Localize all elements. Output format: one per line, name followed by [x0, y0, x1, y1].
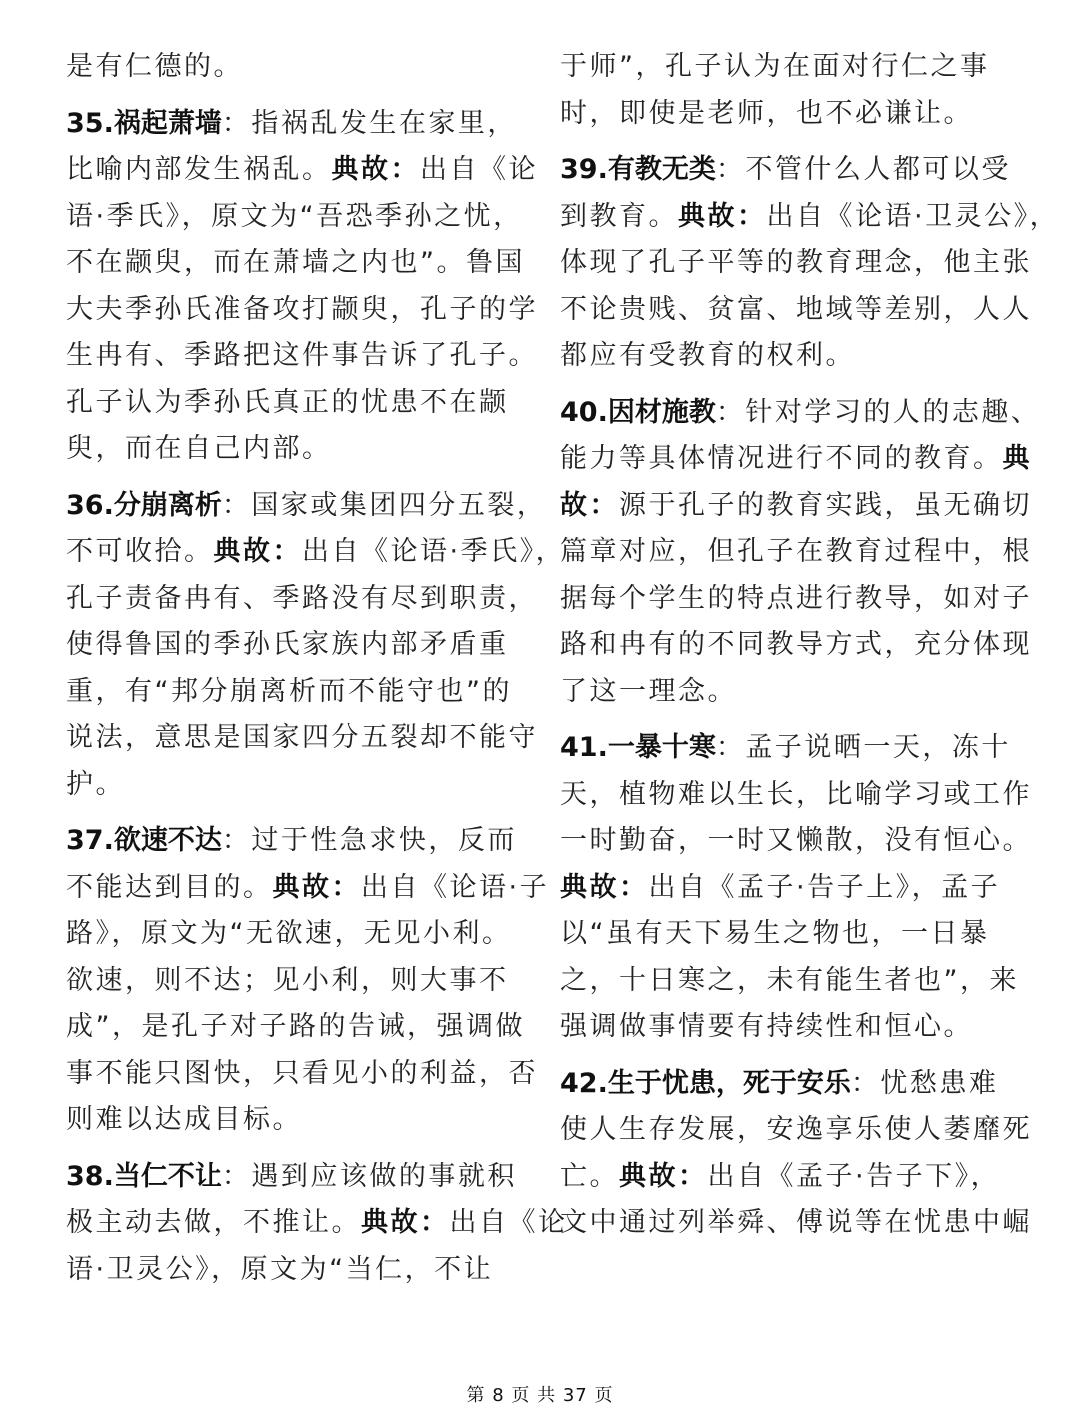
text-line: [66, 287, 538, 334]
text-line: [560, 958, 1020, 1005]
text-line: [560, 1200, 1032, 1247]
line-text: 体现了孔子平等的教育理念，他主张: [560, 247, 1032, 278]
line-text: ：孟子说晒一天，冻十: [715, 732, 1011, 763]
line-text: 护。: [66, 768, 125, 800]
line-text: ：忧愁患难: [850, 1067, 999, 1099]
idiom-term: 39.有教无类: [560, 154, 716, 185]
line-text: 大夫季孙氏准备攻打颛臾，孔子的学: [66, 293, 538, 325]
entry-gap: [66, 1144, 526, 1154]
text-line: [66, 380, 526, 427]
text-line: [66, 333, 538, 380]
text-line: [66, 147, 538, 194]
line-text: 以“虽有天下易生之物也，一日暴: [560, 918, 990, 949]
text-line: [66, 669, 526, 716]
line-text: 之，十日寒之，未有能生者也”，来: [560, 964, 1019, 996]
allusion-label: 典故：: [272, 871, 361, 903]
text-line: [66, 1004, 526, 1051]
text-line: [66, 911, 526, 958]
entry-gap: [560, 137, 1020, 147]
text-line: [560, 576, 1032, 623]
allusion-label: 典故：: [361, 1207, 450, 1238]
text-line: [560, 287, 1032, 334]
entry-heading-line: [66, 1154, 526, 1201]
text-line: [66, 1051, 538, 1098]
entry-heading-line: [560, 1061, 1020, 1108]
text-line: [560, 333, 1020, 380]
line-text: 不能达到目的。: [66, 871, 273, 903]
line-text: 孔子认为季孙氏真正的忧患不在颛: [66, 386, 509, 418]
line-text: 路》，原文为“无欲速，无见小利。: [66, 918, 512, 949]
line-text: 成”，是孔子对子路的告诫，强调做: [66, 1011, 525, 1042]
idiom-term: 42.生于忧患，死于安乐: [560, 1067, 851, 1099]
idiom-term: 38.当仁不让: [66, 1160, 222, 1192]
allusion-label: 典故：: [619, 1160, 708, 1192]
left-column: [66, 44, 568, 1293]
line-text: 生冉有、季路把这件事告诉了孔子。: [66, 340, 538, 371]
allusion-label: 故：: [560, 489, 619, 521]
line-text: 能力等具体情况进行不同的教育。: [560, 443, 1003, 474]
text-line: [66, 529, 566, 576]
line-text: 路和冉有的不同教导方式，充分体现: [560, 629, 1032, 660]
idiom-term: 35.祸起萧墙: [66, 107, 222, 139]
line-text: 强调做事情要有持续性和恒心。: [560, 1011, 973, 1042]
line-text: 重，有“邦分崩离析而不能守也”的: [66, 675, 512, 707]
line-text: ：不管什么人都可以受: [715, 154, 1011, 185]
line-text: 使得鲁国的季孙氏家族内部矛盾重: [66, 629, 509, 660]
idiom-term: 36.分崩离析: [66, 489, 222, 521]
text-line: [560, 1154, 1020, 1201]
text-line: [66, 958, 526, 1005]
entry-heading-line: [560, 147, 1020, 194]
entry-gap: [66, 91, 526, 101]
line-text: 极主动去做，不推让。: [66, 1207, 361, 1238]
allusion-label: 典故：: [331, 154, 420, 185]
allusion-label: 典故：: [678, 200, 767, 232]
line-text: 出自《孟子·告子下》，: [707, 1160, 1001, 1192]
line-text: 源于孔子的教育实践，虽无确切: [619, 489, 1032, 521]
line-text: 时，即使是老师，也不必谦让。: [560, 97, 973, 129]
entry-gap: [560, 380, 1020, 390]
line-text: 孔子责备冉有、季路没有尽到职责，: [66, 582, 538, 614]
line-text: 了这一理念。: [560, 675, 737, 707]
allusion-label: 典故：: [213, 536, 302, 567]
text-line: [560, 1107, 1032, 1154]
entry-heading-line: [66, 818, 526, 865]
text-line: [560, 772, 1032, 819]
text-line: [560, 865, 1020, 912]
text-line: [560, 911, 1020, 958]
text-line: [66, 576, 538, 623]
line-text: 臾，而在自己内部。: [66, 433, 332, 464]
text-line: [560, 1004, 1020, 1051]
line-text: 欲速，则不达；见小利，则大事不: [66, 964, 509, 996]
line-text: 篇章对应，但孔子在教育过程中，根: [560, 536, 1032, 567]
line-text: ：国家或集团四分五裂，: [221, 489, 547, 521]
line-text: 出自《论语·子: [361, 871, 550, 903]
text-line: [560, 818, 1032, 865]
entry-heading-line: [560, 390, 1041, 437]
text-line: [66, 715, 538, 762]
entry-gap: [66, 473, 526, 483]
text-line: [560, 669, 1020, 716]
line-text: 语·季氏》，原文为“吾恐季孙之忧，: [66, 200, 523, 232]
text-line: [66, 1097, 526, 1144]
text-line: [66, 1247, 526, 1294]
page-footer: 第 8 页 共 37 页: [466, 1385, 614, 1406]
text-line: [560, 44, 1020, 91]
entry-gap: [560, 715, 1020, 725]
line-text: 到教育。: [560, 200, 678, 232]
line-text: ：遇到应该做的事就积: [221, 1160, 517, 1192]
text-line: [560, 436, 1032, 483]
line-text: 出自《论: [449, 1207, 568, 1238]
line-text: 出自《孟子·告子上》，孟子: [648, 871, 1001, 903]
line-text: 语·卫灵公》，原文为“当仁，不让: [66, 1253, 494, 1285]
text-line: [560, 194, 1060, 241]
line-text: 则难以达成目标。: [66, 1104, 302, 1135]
text-line: [66, 240, 526, 287]
line-text: ：指祸乱发生在家里，: [221, 107, 517, 139]
text-line: [66, 44, 526, 91]
line-text: ：针对学习的人的志趣、: [715, 396, 1041, 428]
text-line: [66, 622, 526, 669]
text-line: [66, 865, 550, 912]
idiom-term: 40.因材施教: [560, 396, 716, 428]
entry-heading-line: [66, 101, 526, 148]
line-text: 于师”，孔子认为在面对行仁之事: [560, 51, 990, 82]
line-text: 说法，意思是国家四分五裂却不能守: [66, 722, 538, 753]
line-text: 不在颛臾，而在萧墙之内也”。鲁国: [66, 247, 525, 278]
allusion-label: 典故：: [560, 871, 649, 903]
line-text: 不可收拾。: [66, 536, 214, 567]
text-line: [560, 622, 1032, 669]
line-text: 事不能只图快，只看见小的利益，否: [66, 1057, 538, 1089]
line-text: 文中通过列举舜、傅说等在忧患中崛: [560, 1207, 1032, 1238]
line-text: 不论贵贱、贫富、地域等差别，人人: [560, 293, 1032, 325]
entry-heading-line: [560, 725, 1020, 772]
text-line: [560, 483, 1032, 530]
line-text: 一时勤奋，一时又懒散，没有恒心。: [560, 825, 1032, 856]
text-line: [66, 1200, 568, 1247]
line-text: 出自《论: [420, 154, 538, 185]
line-text: 天，植物难以生长，比喻学习或工作: [560, 778, 1032, 810]
line-text: 比喻内部发生祸乱。: [66, 154, 332, 185]
line-text: 出自《论语·季氏》，: [302, 536, 566, 567]
text-line: [66, 194, 526, 241]
entry-gap: [560, 1051, 1020, 1061]
line-text: ：过于性急求快，反而: [221, 825, 517, 856]
text-line: [66, 426, 526, 473]
line-text: 都应有受教育的权利。: [560, 340, 855, 371]
entry-heading-line: [66, 483, 547, 530]
line-text: 据每个学生的特点进行教导，如对子: [560, 582, 1032, 614]
idiom-term: 37.欲速不达: [66, 825, 222, 856]
line-text: 出自《论语·卫灵公》，: [766, 200, 1060, 232]
idiom-term: 41.一暴十寒: [560, 732, 716, 763]
text-line: [560, 240, 1032, 287]
entry-gap: [66, 808, 526, 818]
line-text: 是有仁德的。: [66, 51, 243, 82]
text-line: [560, 91, 1020, 138]
text-line: [66, 762, 526, 809]
line-text: 使人生存发展，安逸享乐使人萎靡死: [560, 1114, 1032, 1145]
text-line: [560, 529, 1032, 576]
right-column: [560, 44, 1060, 1247]
allusion-label: 典: [1002, 443, 1032, 474]
line-text: 亡。: [560, 1160, 619, 1192]
